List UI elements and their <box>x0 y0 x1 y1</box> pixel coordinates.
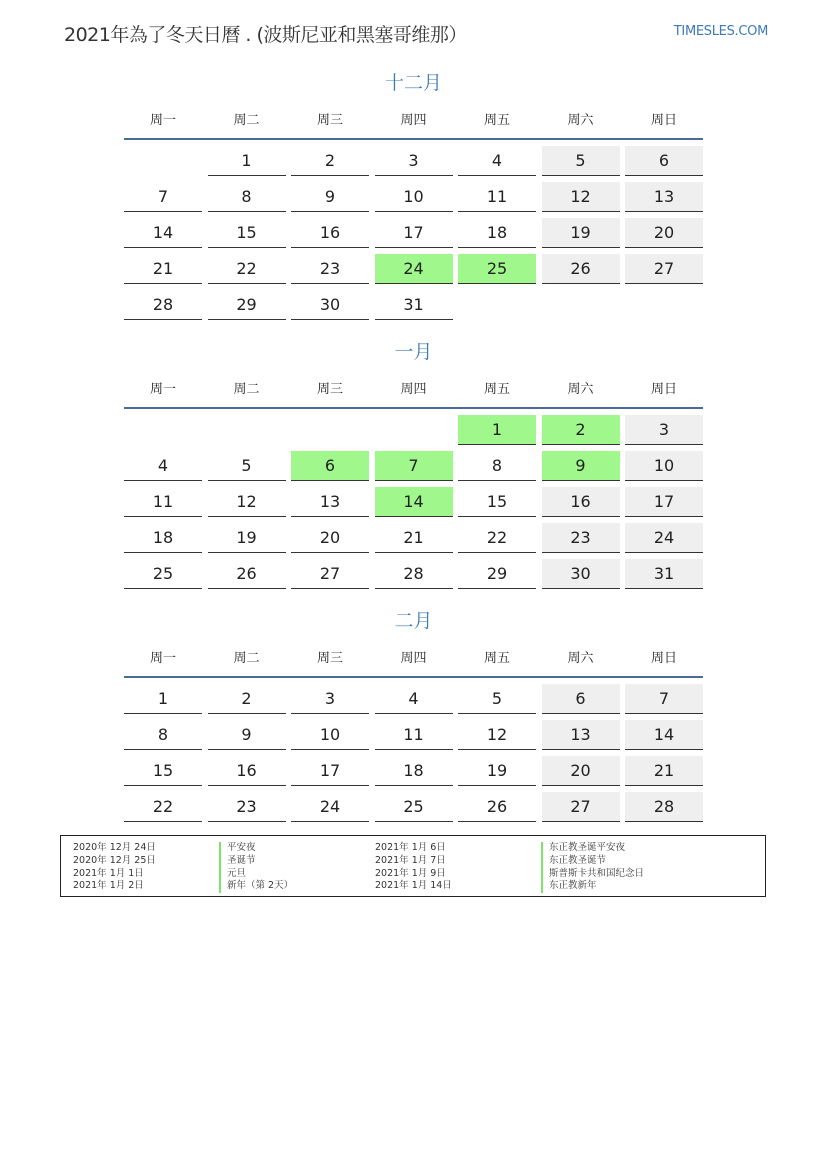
weekday-header-row <box>124 98 703 138</box>
weekday-label: 周六 <box>567 381 594 397</box>
legend-holiday-name: 东正教圣诞节 <box>541 855 644 868</box>
day-cell: 4 <box>124 451 202 481</box>
weekday-label: 周六 <box>567 650 594 666</box>
day-cell: 14 <box>625 720 703 750</box>
day-cell: 24 <box>291 792 369 822</box>
day-cell: 12 <box>208 487 286 517</box>
day-cell: 11 <box>375 720 453 750</box>
weekday-header-row <box>124 636 703 676</box>
weekday-label: 周日 <box>650 381 677 397</box>
weekday-label: 周五 <box>483 650 510 666</box>
legend-date: 2021年 1月 6日 <box>375 842 446 853</box>
day-cell: 19 <box>208 523 286 553</box>
day-cell: 8 <box>458 451 536 481</box>
day-cell: 29 <box>458 559 536 589</box>
day-cell: 5 <box>458 684 536 714</box>
weekday-label: 周二 <box>233 112 260 128</box>
day-cell: 9 <box>291 182 369 212</box>
legend-names-left <box>219 842 293 893</box>
week-row <box>124 288 703 324</box>
month-february <box>124 606 703 826</box>
day-cell: 7 <box>375 451 453 481</box>
weekday-label: 周四 <box>400 112 427 128</box>
weekday-label: 周五 <box>483 112 510 128</box>
legend-holiday-name: 新年（第 2天） <box>219 880 293 893</box>
day-cell: 19 <box>458 756 536 786</box>
legend-date: 2021年 1月 7日 <box>375 854 446 866</box>
week-row <box>124 521 703 557</box>
day-cell: 6 <box>625 146 703 176</box>
day-cell: 8 <box>208 182 286 212</box>
day-cell: 27 <box>291 559 369 589</box>
day-cell: 5 <box>542 146 620 176</box>
day-cell: 11 <box>458 182 536 212</box>
legend-dates-left <box>73 842 156 893</box>
day-cell: 17 <box>291 756 369 786</box>
empty-day-cell <box>208 415 286 445</box>
weekday-label: 周四 <box>400 381 427 397</box>
day-cell: 27 <box>542 792 620 822</box>
day-cell: 18 <box>375 756 453 786</box>
week-row <box>124 682 703 718</box>
day-cell: 10 <box>625 451 703 481</box>
day-cell: 3 <box>625 415 703 445</box>
day-cell: 16 <box>542 487 620 517</box>
week-row <box>124 144 703 180</box>
day-cell: 26 <box>542 254 620 284</box>
day-cell: 30 <box>291 290 369 320</box>
legend-holiday-name: 元旦 <box>219 868 293 881</box>
empty-day-cell <box>458 290 536 320</box>
day-cell: 28 <box>124 290 202 320</box>
weekday-label: 周三 <box>316 381 343 397</box>
day-cell: 26 <box>458 792 536 822</box>
weekday-label: 周三 <box>316 112 343 128</box>
day-cell: 23 <box>291 254 369 284</box>
header-divider <box>124 138 703 140</box>
day-cell: 14 <box>124 218 202 248</box>
week-row <box>124 180 703 216</box>
week-row <box>124 485 703 521</box>
header-divider <box>124 407 703 409</box>
legend-holiday-name: 东正教新年 <box>541 880 644 893</box>
day-cell: 24 <box>375 254 453 284</box>
day-cell: 6 <box>542 684 620 714</box>
day-cell: 20 <box>542 756 620 786</box>
day-cell: 9 <box>542 451 620 481</box>
day-cell: 18 <box>458 218 536 248</box>
day-cell: 1 <box>124 684 202 714</box>
day-cell: 15 <box>124 756 202 786</box>
day-cell: 5 <box>208 451 286 481</box>
month-january <box>124 337 703 593</box>
day-cell: 15 <box>208 218 286 248</box>
week-row <box>124 413 703 449</box>
empty-day-cell <box>124 146 202 176</box>
weekday-label: 周二 <box>233 381 260 397</box>
legend-date: 2020年 12月 24日 <box>73 842 156 853</box>
legend-holiday-name: 东正教圣诞平安夜 <box>541 842 644 855</box>
legend-date: 2021年 1月 2日 <box>73 880 144 892</box>
day-cell: 2 <box>208 684 286 714</box>
legend-dates-right <box>375 842 452 893</box>
holiday-legend <box>60 835 766 897</box>
day-cell: 3 <box>375 146 453 176</box>
weekday-label: 周三 <box>316 650 343 666</box>
day-cell: 13 <box>291 487 369 517</box>
week-row <box>124 790 703 826</box>
day-cell: 2 <box>542 415 620 445</box>
day-cell: 4 <box>375 684 453 714</box>
day-cell: 16 <box>208 756 286 786</box>
empty-day-cell <box>542 290 620 320</box>
month-december <box>124 68 703 324</box>
week-row <box>124 557 703 593</box>
weekday-label: 周日 <box>650 650 677 666</box>
day-cell: 30 <box>542 559 620 589</box>
day-cell: 25 <box>458 254 536 284</box>
day-cell: 10 <box>291 720 369 750</box>
day-cell: 18 <box>124 523 202 553</box>
legend-names-right <box>541 842 644 893</box>
day-cell: 1 <box>458 415 536 445</box>
legend-date: 2021年 1月 1日 <box>73 867 144 879</box>
day-cell: 23 <box>208 792 286 822</box>
week-row <box>124 252 703 288</box>
day-cell: 27 <box>625 254 703 284</box>
day-cell: 25 <box>124 559 202 589</box>
day-cell: 3 <box>291 684 369 714</box>
day-cell: 11 <box>124 487 202 517</box>
page-title: 2021年為了冬天日曆 . (波斯尼亚和黑塞哥维那） <box>64 24 467 46</box>
weekday-label: 周日 <box>650 112 677 128</box>
day-cell: 6 <box>291 451 369 481</box>
empty-day-cell <box>375 415 453 445</box>
legend-holiday-name: 斯普斯卡共和国纪念日 <box>541 868 644 881</box>
day-cell: 20 <box>291 523 369 553</box>
day-cell: 9 <box>208 720 286 750</box>
weekday-label: 周二 <box>233 650 260 666</box>
header-divider <box>124 676 703 678</box>
day-cell: 31 <box>375 290 453 320</box>
weekday-header-row <box>124 367 703 407</box>
legend-holiday-name: 平安夜 <box>219 842 293 855</box>
day-cell: 23 <box>542 523 620 553</box>
day-cell: 31 <box>625 559 703 589</box>
day-cell: 29 <box>208 290 286 320</box>
day-cell: 12 <box>542 182 620 212</box>
day-cell: 25 <box>375 792 453 822</box>
weekday-label: 周一 <box>149 650 176 666</box>
day-cell: 2 <box>291 146 369 176</box>
empty-day-cell <box>291 415 369 445</box>
weekday-label: 周六 <box>567 112 594 128</box>
brand-logo-text[interactable]: TIMESLES.COM <box>673 24 768 39</box>
day-cell: 24 <box>625 523 703 553</box>
weekday-label: 周四 <box>400 650 427 666</box>
day-cell: 16 <box>291 218 369 248</box>
day-cell: 4 <box>458 146 536 176</box>
legend-date: 2020年 12月 25日 <box>73 854 156 866</box>
day-cell: 15 <box>458 487 536 517</box>
week-row <box>124 718 703 754</box>
day-cell: 1 <box>208 146 286 176</box>
month-title: 二月 <box>394 610 433 632</box>
day-cell: 17 <box>625 487 703 517</box>
weekday-label: 周五 <box>483 381 510 397</box>
legend-date: 2021年 1月 14日 <box>375 880 452 892</box>
day-cell: 28 <box>625 792 703 822</box>
day-cell: 17 <box>375 218 453 248</box>
legend-date: 2021年 1月 9日 <box>375 867 446 879</box>
day-cell: 8 <box>124 720 202 750</box>
weekday-label: 周一 <box>149 381 176 397</box>
week-row <box>124 216 703 252</box>
day-cell: 20 <box>625 218 703 248</box>
month-title: 十二月 <box>384 72 442 94</box>
day-cell: 12 <box>458 720 536 750</box>
day-cell: 19 <box>542 218 620 248</box>
day-cell: 22 <box>208 254 286 284</box>
day-cell: 13 <box>625 182 703 212</box>
day-cell: 7 <box>124 182 202 212</box>
day-cell: 13 <box>542 720 620 750</box>
week-row <box>124 449 703 485</box>
day-cell: 10 <box>375 182 453 212</box>
empty-day-cell <box>625 290 703 320</box>
day-cell: 21 <box>375 523 453 553</box>
day-cell: 7 <box>625 684 703 714</box>
day-cell: 21 <box>625 756 703 786</box>
week-row <box>124 754 703 790</box>
day-cell: 22 <box>124 792 202 822</box>
weekday-label: 周一 <box>149 112 176 128</box>
empty-day-cell <box>124 415 202 445</box>
day-cell: 26 <box>208 559 286 589</box>
day-cell: 28 <box>375 559 453 589</box>
day-cell: 14 <box>375 487 453 517</box>
day-cell: 21 <box>124 254 202 284</box>
day-cell: 22 <box>458 523 536 553</box>
month-title: 一月 <box>394 341 433 363</box>
legend-holiday-name: 圣诞节 <box>219 855 293 868</box>
